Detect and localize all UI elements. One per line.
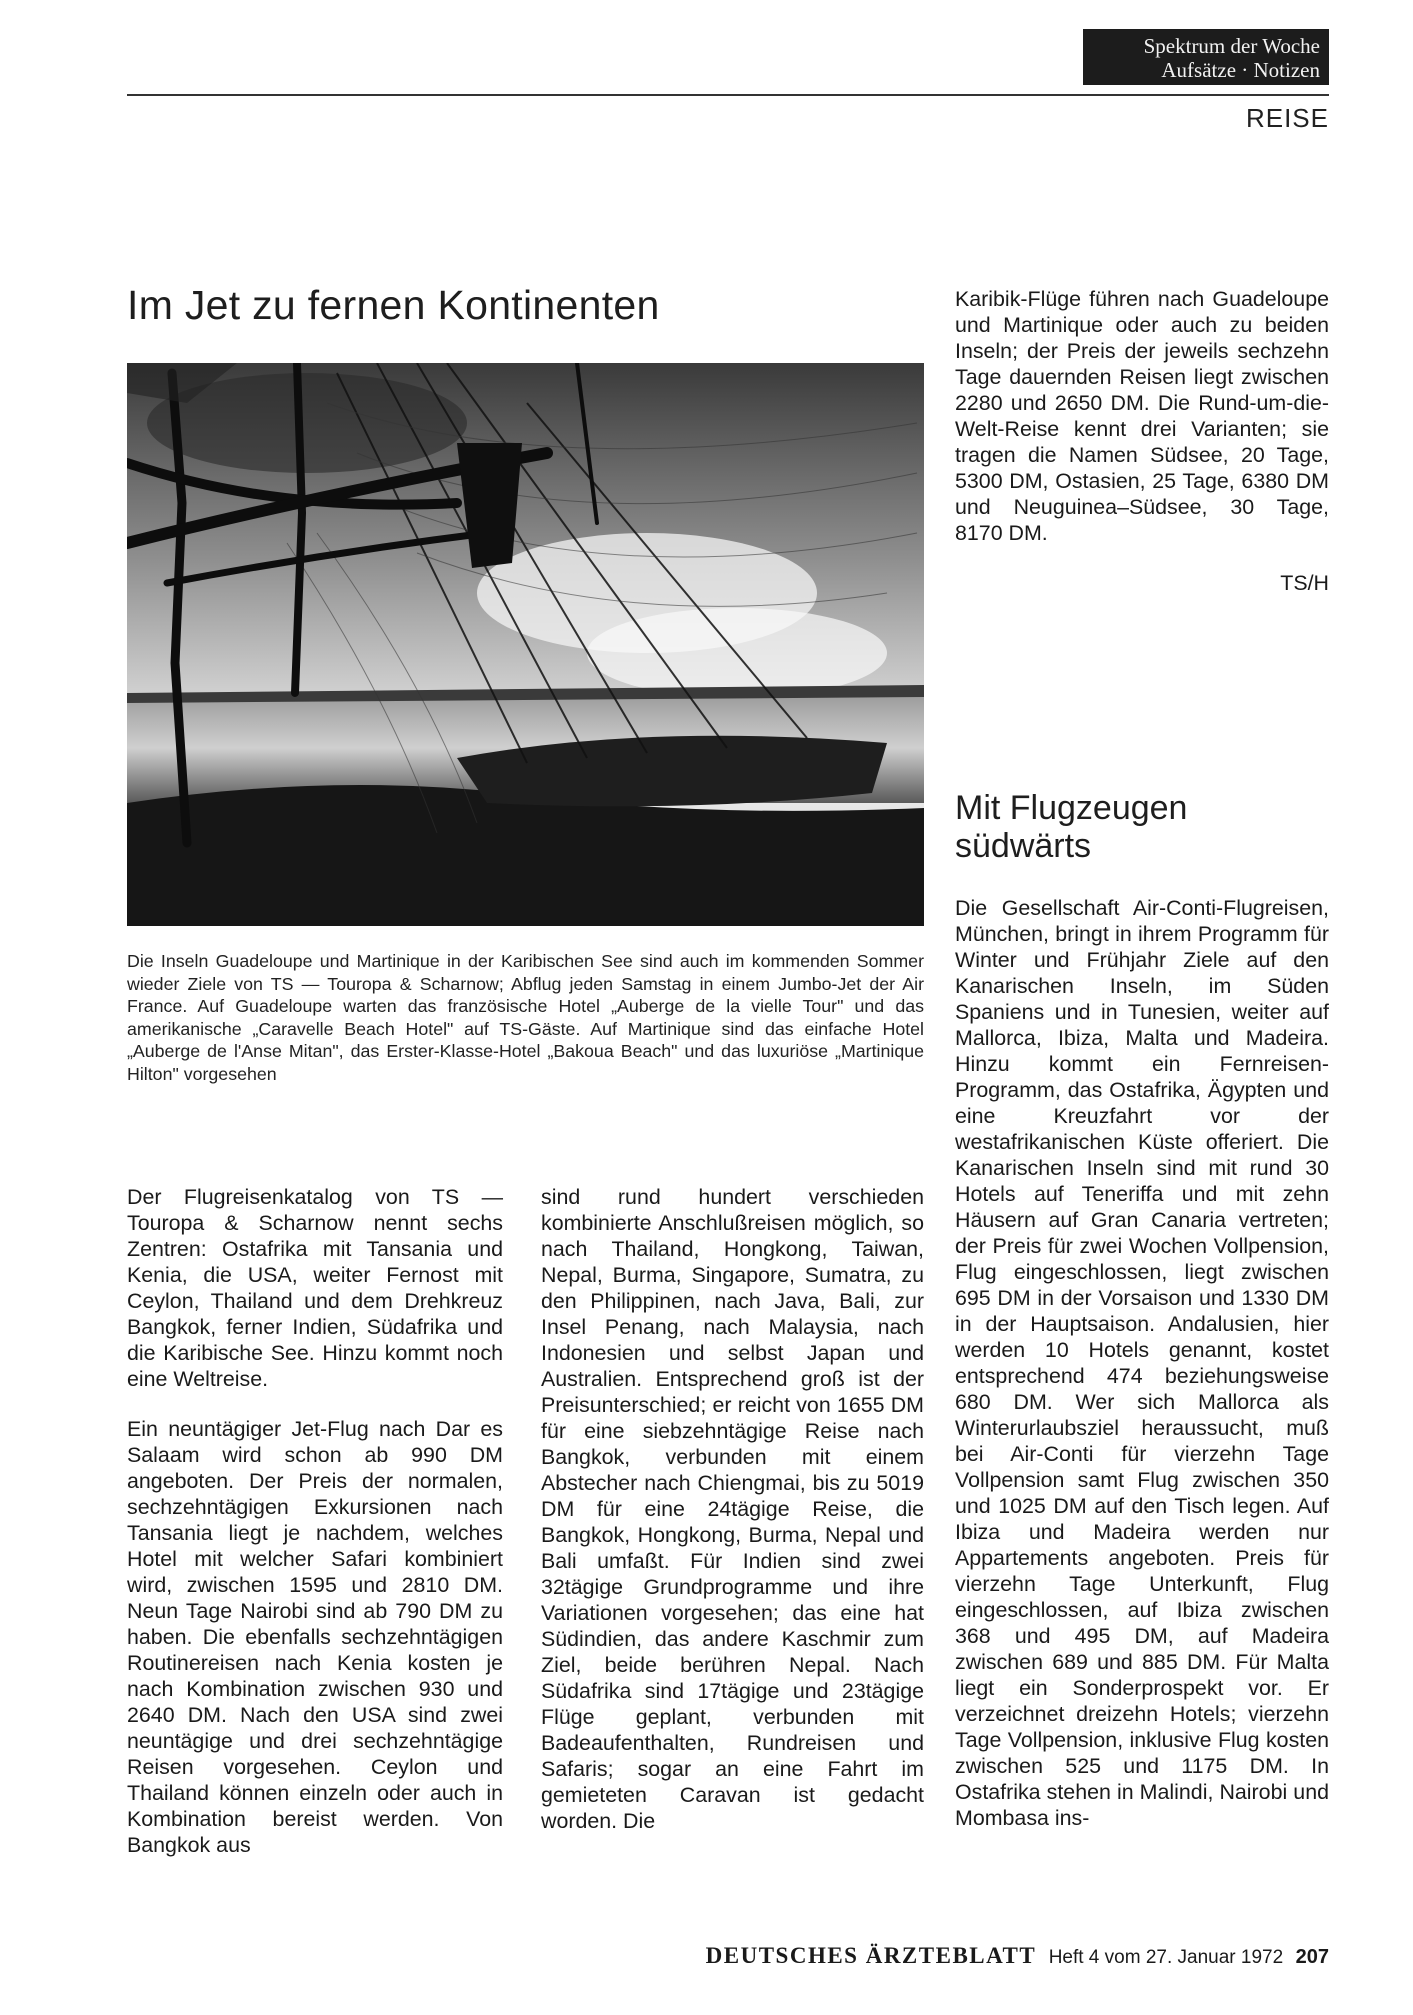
- header-rule: [127, 94, 1329, 96]
- section-label-line1: Spektrum der Woche: [1143, 34, 1320, 58]
- article-headline: Im Jet zu fernen Kontinenten: [127, 282, 660, 328]
- photo-caption: Die Inseln Guadeloupe und Martinique in der Karibischen See sind auch im kommenden Sommer wieder Ziele von TS — Touropa & Scharnow; Abflug jeden Samstag in einem Jumbo-Jet der Air France. Auf Guadeloupe warten das französische Hotel „Auberge de la vielle Tour" und das amerikanische „Caravelle Beach Hotel" auf TS-Gäste. Auf Martinique sind das einfache Hotel „Auberge de l'Anse Mitan", das Erster-Klasse-Hotel „Bakoua Beach" und das luxuriöse „Martinique Hilton" vorgesehen: [127, 951, 924, 1084]
- paragraph: Karibik-Flüge führen nach Guadeloupe und Martinique oder auch zu beiden Inseln; der Preis der jeweils sechzehn Tage dauernden Reisen liegt zwischen 2280 und 2650 DM. Die Rund-um-die-Welt-Reise kennt drei Varianten; sie tragen die Namen Südsee, 20 Tage, 5300 DM, Ostasien, 25 Tage, 6380 DM und Neuguinea–Südsee, 30 Tage, 8170 DM.: [955, 287, 1329, 545]
- article-2-column: [955, 895, 1329, 1855]
- article-headline-2: [955, 789, 1329, 865]
- headline-2-line1: Mit Flugzeugen: [955, 789, 1188, 827]
- paragraph: Der Flugreisenkatalog von TS — Touropa & Scharnow nennt sechs Zentren: Ostafrika mit Tansania und Kenia, die USA, weiter Fernost mit Ceylon, Thailand und dem Drehkreuz Bangkok, ferner Indien, Südafrika und die Karibische See. Hinzu kommt noch eine Weltreise.: [127, 1185, 503, 1391]
- paragraph: sind rund hundert verschieden kombinierte Anschlußreisen möglich, so nach Thailand, Hongkong, Taiwan, Nepal, Burma, Singapore, Sumatra, zu den Philippinen, nach Java, Bali, zur Insel Penang, nach Malaysia, nach Indonesien und selbst Japan und Australien. Entsprechend groß ist der Preisunterschied; er reicht von 1655 DM für eine siebzehntägige Reise nach Bangkok, verbunden mit einem Abstecher nach Chiengmai, bis zu 5019 DM für eine 24tägige Reise, die Bangkok, Hongkong, Burma, Nepal und Bali umfaßt. Für Indien sind zwei 32tägige Grundprogramme und ihre Variationen vorgesehen; das eine hat Südindien, das andere Kaschmir zum Ziel, beide berühren Nepal. Nach Südafrika sind 17tägige und 23tägige Flüge geplant, verbunden mit Badeaufenthalten, Rundreisen und Safaris; sogar an eine Fahrt im gemieteten Caravan ist gedacht worden. Die: [541, 1185, 924, 1833]
- page-number: 207: [1295, 1946, 1329, 1968]
- article-photo: [127, 363, 924, 926]
- page-footer: [590, 1943, 1329, 1969]
- paragraph: Ein neuntägiger Jet-Flug nach Dar es Salaam wird schon ab 990 DM angeboten. Der Preis der normalen, sechzehntägigen Exkursionen nach Tansania liegt je nachdem, welches Hotel mit welcher Safari kombiniert wird, zwischen 1595 und 2810 DM. Neun Tage Nairobi sind ab 790 DM zu haben. Die ebenfalls sechzehntägigen Routinereisen nach Kenia kosten je nach Kombination zwischen 930 und 2640 DM. Nach den USA sind zwei neuntägige und drei sechzehntägige Reisen vorgesehen. Ceylon und Thailand können einzeln oder auch in Kombination bereist werden. Von Bangkok aus: [127, 1417, 503, 1857]
- article-column-3: [955, 286, 1329, 596]
- issue-info: Heft 4 vom 27. Januar 1972: [1048, 1947, 1284, 1968]
- headline-2-line2: südwärts: [955, 827, 1092, 865]
- section-label-box: [1083, 29, 1329, 85]
- section-label-line2: Aufsätze · Notizen: [1161, 58, 1320, 82]
- magazine-name: DEUTSCHES ÄRZTEBLATT: [705, 1943, 1037, 1968]
- article-column-1: [127, 1184, 503, 1882]
- author-signature: TS/H: [1280, 571, 1329, 595]
- article-column-2: [541, 1184, 924, 1858]
- section-name: REISE: [1245, 103, 1329, 133]
- paragraph: Die Gesellschaft Air-Conti-Flugreisen, München, bringt in ihrem Programm für Winter und Frühjahr Ziele auf den Kanarischen Inseln, im Süden Spaniens und in Tunesien, weiter auf Mallorca, Ibiza, Malta und Madeira. Hinzu kommt ein Fernreisen-Programm, das Ostafrika, Ägypten und eine Kreuzfahrt vor der westafrikanischen Küste offeriert. Die Kanarischen Inseln sind mit rund 30 Hotels auf Teneriffa und mit zehn Häusern auf Gran Canaria vertreten; der Preis für zwei Wochen Vollpension, Flug eingeschlossen, liegt zwischen 695 DM in der Vorsaison und 1330 DM in der Hauptsaison. Andalusien, hier werden 10 Hotels genannt, kostet entsprechend 474 beziehungsweise 680 DM. Wer sich Mallorca als Winterurlaubsziel heraussucht, muß bei Air-Conti für vierzehn Tage Vollpension samt Flug zwischen 350 und 1025 DM auf den Tisch legen. Auf Ibiza und Madeira werden nur Appartements angeboten. Preis für vierzehn Tage Unterkunft, Flug eingeschlossen, auf Ibiza zwischen 368 und 495 DM, auf Madeira zwischen 689 und 885 DM. Für Malta liegt ein Sonderprospekt vor. Er verzeichnet dreizehn Hotels; vierzehn Tage Vollpension, inklusive Flug kosten zwischen 525 und 1175 DM. In Ostafrika stehen in Malindi, Nairobi und Mombasa ins-: [955, 896, 1329, 1830]
